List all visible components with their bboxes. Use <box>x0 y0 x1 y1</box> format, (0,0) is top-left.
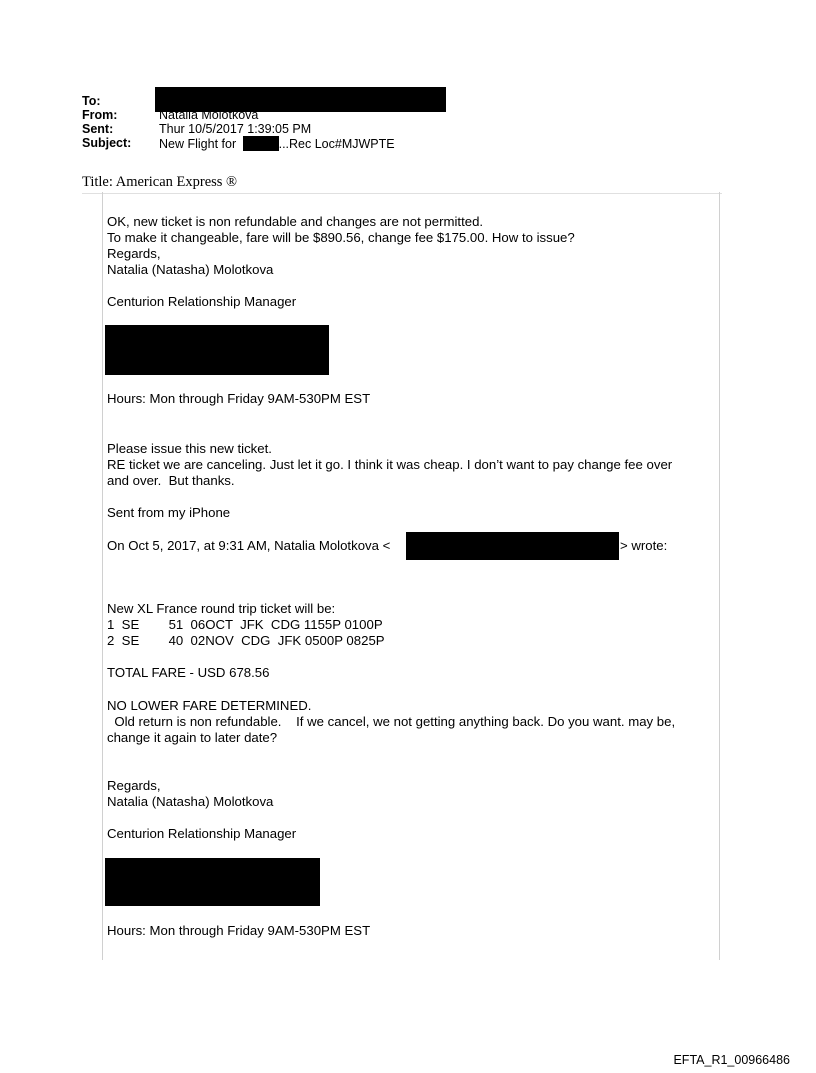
to-label: To: <box>82 94 101 108</box>
reply-line: Regards, <box>107 246 161 261</box>
fare-notes <box>107 698 715 746</box>
reply-role: Centurion Relationship Manager <box>107 294 297 309</box>
reply-line: OK, new ticket is non refundable and changes are not permitted. <box>107 214 484 229</box>
old-return-note: change it again to later date? <box>107 730 278 745</box>
redacted-email <box>406 532 619 560</box>
old-return-note: Old return is non refundable. If we cancel, we not getting anything back. Do you want. may be, <box>107 714 676 729</box>
reply-line: To make it changeable, fare will be $890.56, change fee $175.00. How to issue? <box>107 230 575 245</box>
quoted-name: Natalia (Natasha) Molotkova <box>107 794 274 809</box>
total-fare: TOTAL FARE - USD 678.56 <box>107 665 270 680</box>
email-header <box>82 94 395 150</box>
document-id: EFTA_R1_00966486 <box>673 1053 790 1067</box>
reply-block <box>107 214 715 278</box>
sent-value: Thur 10/5/2017 1:39:05 PM <box>159 122 312 136</box>
quoted-role: Centurion Relationship Manager <box>107 826 297 841</box>
sent-from: Sent from my iPhone <box>107 505 231 520</box>
redacted-signature-2 <box>105 858 320 906</box>
from-label: From: <box>82 108 118 122</box>
sent-row <box>82 122 395 136</box>
subject-suffix: ...Rec Loc#MJWPTE <box>278 137 395 151</box>
subject-label: Subject: <box>82 136 132 150</box>
no-lower-fare: NO LOWER FARE DETERMINED. <box>107 698 312 713</box>
from-value: Natalia Molotkova <box>159 108 259 122</box>
quote-suffix: > wrote: <box>620 538 668 553</box>
itinerary-intro: New XL France round trip ticket will be: <box>107 601 336 616</box>
quoted-hours: Hours: Mon through Friday 9AM-530PM EST <box>107 923 371 938</box>
customer-line: Please issue this new ticket. <box>107 441 272 456</box>
reply-hours: Hours: Mon through Friday 9AM-530PM EST <box>107 391 371 406</box>
quoted-regards: Regards, <box>107 778 161 793</box>
to-row <box>82 94 395 108</box>
customer-block <box>107 441 715 489</box>
customer-line: RE ticket we are canceling. Just let it go. I think it was cheap. I don’t want to pay change fee over <box>107 457 673 472</box>
subject-value <box>159 136 395 150</box>
itinerary-segment: 2 SE 40 02NOV CDG JFK 0500P 0825P <box>107 633 385 648</box>
subject-prefix: New Flight for <box>159 137 237 151</box>
quoted-signature <box>107 778 715 810</box>
redacted-signature <box>105 325 329 375</box>
redacted-name <box>243 136 279 151</box>
reply-line: Natalia (Natasha) Molotkova <box>107 262 274 277</box>
sent-label: Sent: <box>82 122 114 136</box>
itinerary-segment: 1 SE 51 06OCT JFK CDG 1155P 0100P <box>107 617 383 632</box>
message-title: Title: American Express ® <box>82 174 722 194</box>
subject-row <box>82 136 395 150</box>
customer-line: and over. But thanks. <box>107 473 235 488</box>
quoted-itinerary <box>107 601 715 649</box>
quote-prefix: On Oct 5, 2017, at 9:31 AM, Natalia Molotkova < <box>107 538 391 553</box>
